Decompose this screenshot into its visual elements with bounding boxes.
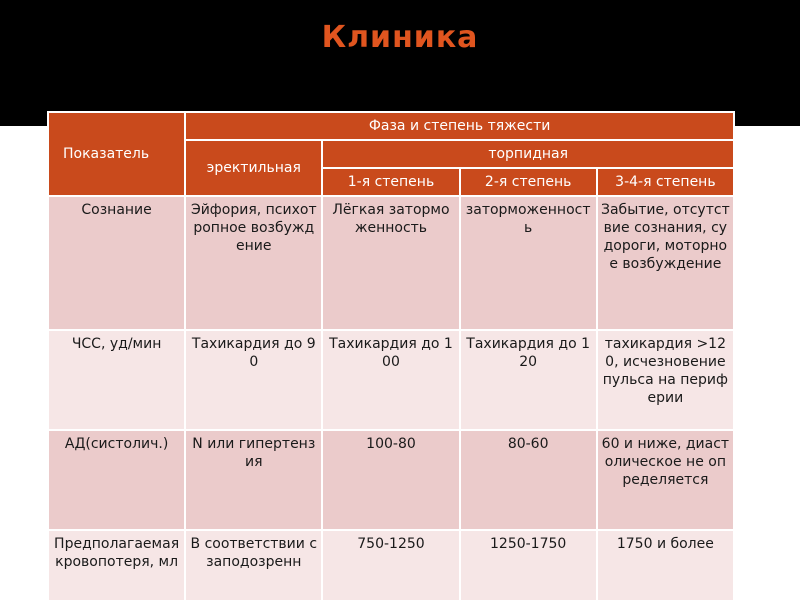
cell-erectile: Тахикардия до 90: [185, 330, 322, 430]
cell-degree-2: 1250-1750: [460, 530, 597, 600]
cell-degree-2: Тахикардия до 120: [460, 330, 597, 430]
header-indicator: Показатель: [48, 112, 185, 196]
header-degree-2: 2-я степень: [460, 168, 597, 196]
cell-degree-2: заторможенность: [460, 196, 597, 330]
cell-degree-2: 80-60: [460, 430, 597, 530]
table-row: [48, 430, 734, 530]
cell-degree-3-4: 60 и ниже, диастолическое не определяется: [597, 430, 734, 530]
header-degree-3-4: 3-4-я степень: [597, 168, 734, 196]
cell-erectile: N или гипертензия: [185, 430, 322, 530]
cell-indicator: ЧСС, уд/мин: [48, 330, 185, 430]
table-row: [48, 530, 734, 600]
cell-indicator: АД(систолич.): [48, 430, 185, 530]
cell-indicator: Предполагаемая кровопотеря, мл: [48, 530, 185, 600]
cell-degree-1: Лёгкая заторможенность: [322, 196, 459, 330]
cell-degree-1: 100-80: [322, 430, 459, 530]
header-degree-1: 1-я степень: [322, 168, 459, 196]
cell-degree-3-4: тахикардия >120, исчезновение пульса на периферии: [597, 330, 734, 430]
cell-degree-1: 750-1250: [322, 530, 459, 600]
slide-title: Клиника: [321, 20, 479, 55]
cell-degree-3-4: Забытие, отсутствие сознания, судороги, моторное возбуждение: [597, 196, 734, 330]
cell-degree-3-4: 1750 и более: [597, 530, 734, 600]
header-torpid: торпидная: [322, 140, 734, 168]
header-phase: Фаза и степень тяжести: [185, 112, 734, 140]
table-row: [48, 196, 734, 330]
cell-erectile: В соответствии с заподозренн: [185, 530, 322, 600]
cell-indicator: Сознание: [48, 196, 185, 330]
table-row: [48, 330, 734, 430]
clinic-table: [47, 111, 735, 600]
cell-erectile: Эйфория, психотропное возбуждение: [185, 196, 322, 330]
header-erectile: эректильная: [185, 140, 322, 196]
cell-degree-1: Тахикардия до 100: [322, 330, 459, 430]
